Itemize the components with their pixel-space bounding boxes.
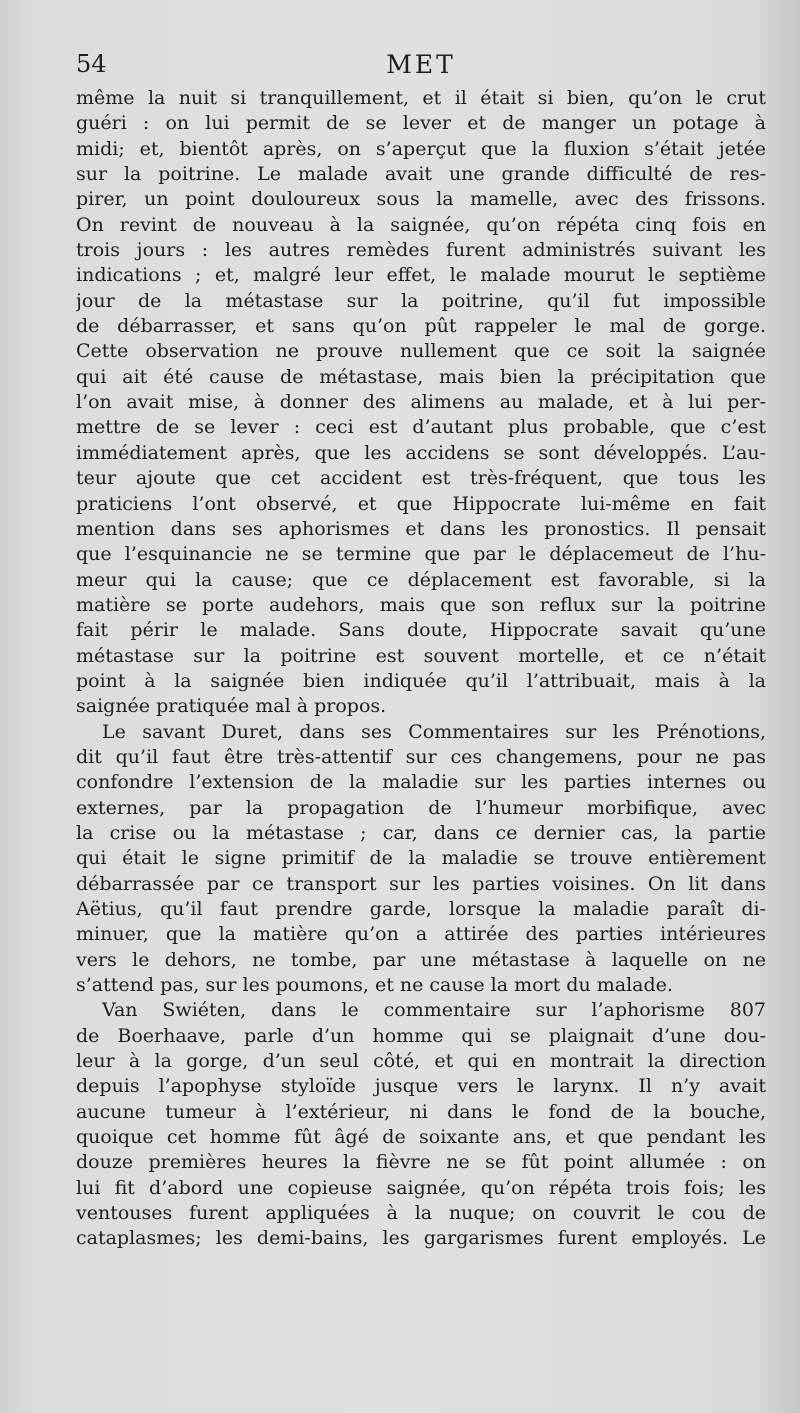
text-line: Aëtius, qu’il faut prendre garde, lorsque la maladie paraît di- xyxy=(76,898,766,920)
text-line: fait périr le malade. Sans doute, Hippocrate savait qu’une xyxy=(76,619,766,642)
paragraph xyxy=(76,86,766,720)
text-line: mention dans ses aphorismes et dans les pronostics. Il pensait xyxy=(76,517,766,540)
text-line: sur la poitrine. Le malade avait une grande difficulté de res- xyxy=(76,163,766,186)
text-line: aucune tumeur à l’extérieur, ni dans le fond de la bouche, xyxy=(76,1100,766,1123)
text-line: de Boerhaave, parle d’un homme qui se plaignait d’une dou- xyxy=(76,1024,766,1047)
text-line: trois jours : les autres remèdes furent administrés suivant les xyxy=(76,239,766,262)
text-line: minuer, que la matière qu’on a attirée des parties intérieures xyxy=(76,923,766,946)
text-line: point à la saignée bien indiquée qu’il l’attribuait, mais à la xyxy=(76,669,766,692)
running-head: MET xyxy=(386,50,456,79)
text-line: la crise ou la métastase ; car, dans ce dernier cas, la partie xyxy=(76,821,766,844)
paragraph xyxy=(76,998,766,1251)
text-line: meur qui la cause; que ce déplacement est favorable, si la xyxy=(76,568,766,591)
text-line: débarrassée par ce transport sur les parties voisines. On lit dans xyxy=(76,872,766,895)
text-line: externes, par la propagation de l’humeur morbifique, avec xyxy=(76,796,766,819)
text-line: Cette observation ne prouve nullement que ce soit la saignée xyxy=(76,340,766,363)
page-number: 54 xyxy=(76,50,107,78)
text-line: teur ajoute que cet accident est très-fréquent, que tous les xyxy=(76,467,766,490)
text-line: métastase sur la poitrine est souvent mortelle, et ce n’était xyxy=(76,644,766,667)
text-line: midi; et, bientôt après, on s’aperçut que la fluxion s’était jetée xyxy=(76,137,766,160)
text-line: Van Swiéten, dans le commentaire sur l’aphorisme 807 xyxy=(102,999,766,1022)
paragraph xyxy=(76,720,766,999)
text-line: indications ; et, malgré leur effet, le malade mourut le septième xyxy=(76,264,766,287)
text-line: praticiens l’ont observé, et que Hippocrate lui-même en fait xyxy=(76,492,766,515)
text-line: que l’esquinancie ne se termine que par le déplacemeut de l’hu- xyxy=(76,543,766,566)
text-line: immédiatement après, que les accidens se sont développés. L’au- xyxy=(76,441,766,464)
text-line: jour de la métastase sur la poitrine, qu’il fut impossible xyxy=(76,289,766,312)
text-line: cataplasmes; les demi-bains, les gargarismes furent employés. Le xyxy=(76,1227,766,1250)
text-line: ventouses furent appliquées à la nuque; on couvrit le cou de xyxy=(76,1202,766,1225)
text-line: s’attend pas, sur les poumons, et ne cause la mort du malade. xyxy=(76,974,673,997)
text-line: depuis l’apophyse styloïde jusque vers le larynx. Il n’y avait xyxy=(76,1075,766,1098)
text-line: qui était le signe primitif de la maladie se trouve entièrement xyxy=(76,847,766,870)
text-line: mettre de se lever : ceci est d’autant plus probable, que c’est xyxy=(76,416,766,439)
text-line: On revint de nouveau à la saignée, qu’on répéta cinq fois en xyxy=(76,213,766,236)
text-line: matière se porte audehors, mais que son reflux sur la poitrine xyxy=(76,593,766,616)
text-line: lui fit d’abord une copieuse saignée, qu’on répéta trois fois; les xyxy=(76,1176,766,1199)
text-line: leur à la gorge, d’un seul côté, et qui en montrait la direction xyxy=(76,1050,766,1073)
text-line: l’on avait mise, à donner des alimens au malade, et à lui per- xyxy=(76,391,766,414)
text-line: vers le dehors, ne tombe, par une métastase à laquelle on ne xyxy=(76,948,766,971)
text-line: même la nuit si tranquillement, et il était si bien, qu’on le crut xyxy=(76,87,766,109)
text-line: qui ait été cause de métastase, mais bien la précipitation que xyxy=(76,365,766,388)
text-line: pirer, un point douloureux sous la mamelle, avec des frissons. xyxy=(76,188,766,211)
text-line: dit qu’il faut être très-attentif sur ces changemens, pour ne pas xyxy=(76,745,766,768)
body-text xyxy=(76,86,766,1252)
text-line: confondre l’extension de la maladie sur les parties internes ou xyxy=(76,771,766,794)
text-line: saignée pratiquée mal à propos. xyxy=(76,695,387,718)
text-line: quoique cet homme fût âgé de soixante ans, et que pendant les xyxy=(76,1126,766,1149)
page-header xyxy=(76,50,766,82)
text-line: de débarrasser, et sans qu’on pût rappeler le mal de gorge. xyxy=(76,315,766,338)
text-line: Le savant Duret, dans ses Commentaires sur les Prénotions, xyxy=(102,720,766,743)
text-line: guéri : on lui permit de se lever et de manger un potage à xyxy=(76,112,766,135)
text-line: douze premières heures la fièvre ne se fût point allumée : on xyxy=(76,1151,766,1174)
